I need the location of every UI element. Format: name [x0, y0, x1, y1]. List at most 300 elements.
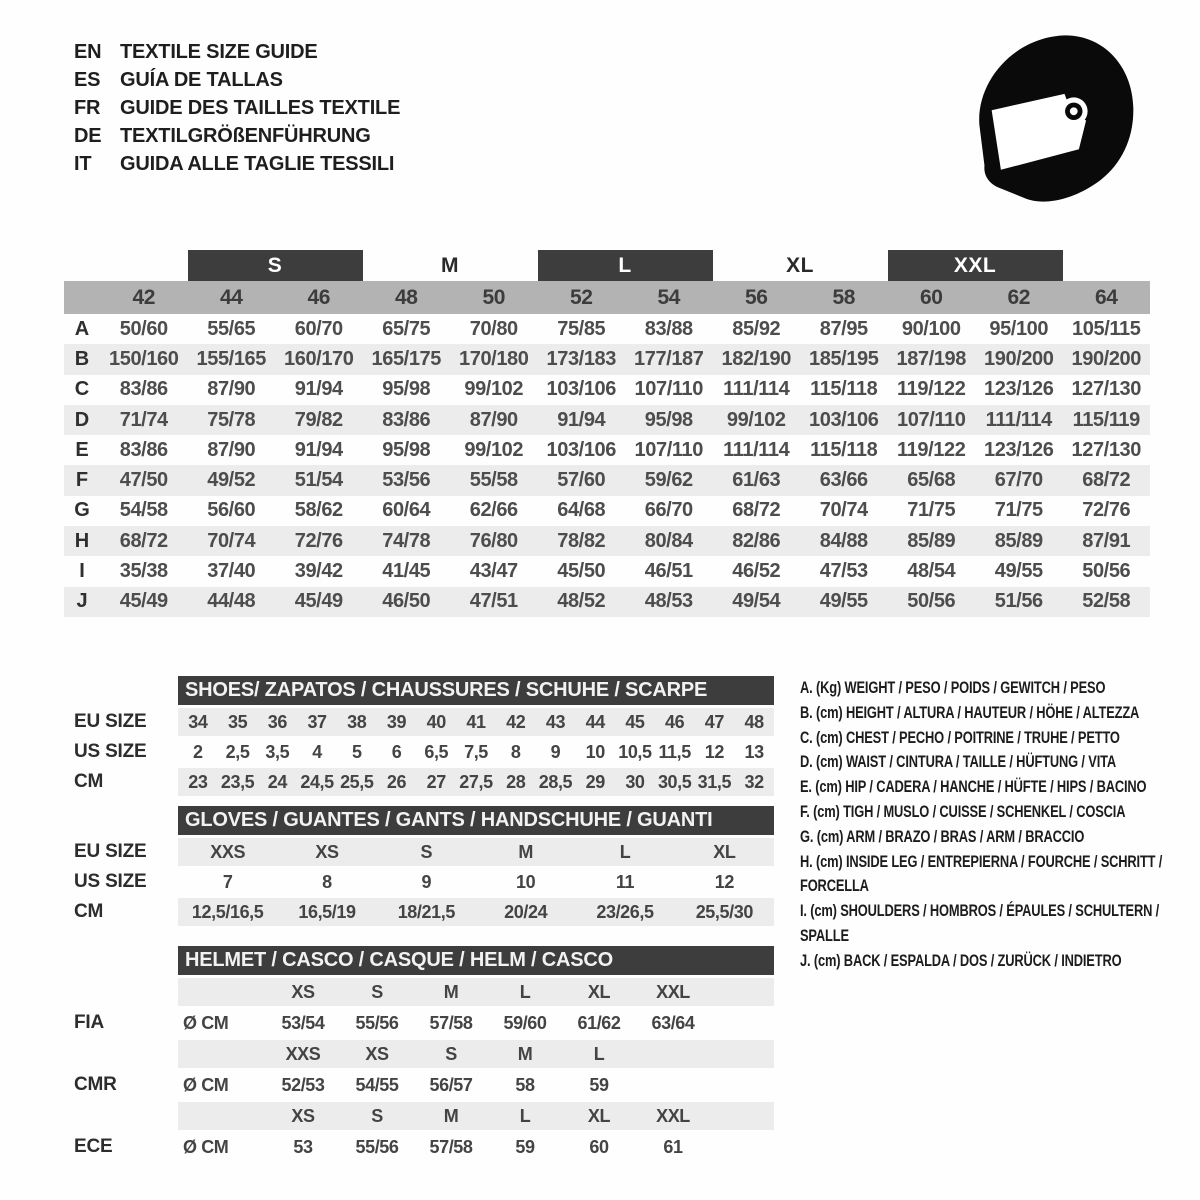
value: 28 — [506, 771, 526, 792]
value: 48 — [744, 711, 764, 732]
value: 42 — [506, 711, 526, 732]
measure-letter: C — [74, 378, 90, 401]
measure-value: 55/65 — [207, 317, 256, 340]
helmet-sizes-row-cmr — [178, 1040, 774, 1068]
value: 30 — [625, 771, 645, 792]
measure-value: 50/56 — [907, 590, 956, 613]
value: 10,5 — [618, 741, 652, 762]
measure-value: 165/175 — [371, 347, 441, 370]
value: 11 — [615, 871, 635, 892]
measure-value: 160/170 — [284, 347, 354, 370]
size-number: 52 — [569, 285, 593, 309]
helmet-size: XL — [587, 981, 611, 1002]
helmet-size: XL — [587, 1105, 611, 1126]
measure-value: 50/60 — [119, 317, 168, 340]
value: S — [420, 841, 433, 862]
measure-value: 80/84 — [644, 529, 693, 552]
measure-value: 123/126 — [984, 378, 1054, 401]
value: 3,5 — [265, 741, 290, 762]
helmet-value: 54/55 — [355, 1074, 399, 1095]
helmet-size: M — [517, 1043, 533, 1064]
helmet-rows — [74, 978, 774, 1162]
measure-value: 103/106 — [546, 378, 616, 401]
measure-row-e — [64, 435, 1150, 465]
size-number: 64 — [1094, 285, 1118, 309]
value: 13 — [744, 741, 764, 762]
value: 41 — [466, 711, 486, 732]
side-label: CM — [74, 901, 104, 922]
racing-helmet-icon — [966, 22, 1161, 217]
value: 18/21,5 — [397, 901, 455, 922]
helmet-value: 55/56 — [355, 1136, 399, 1157]
measure-value: 65/75 — [382, 317, 431, 340]
measure-value: 74/78 — [382, 529, 431, 552]
size-number: 56 — [744, 285, 768, 309]
measure-value: 50/56 — [1082, 560, 1131, 583]
value: 26 — [386, 771, 407, 792]
measure-value: 54/58 — [119, 499, 168, 522]
measure-value: 95/100 — [989, 317, 1049, 340]
value: 2 — [193, 741, 203, 762]
helmet-size: M — [443, 1105, 459, 1126]
value: 27 — [426, 771, 446, 792]
side-label: US SIZE — [74, 741, 147, 762]
measure-value: 170/180 — [459, 347, 529, 370]
measure-value: 95/98 — [382, 438, 431, 461]
helmet-value: 53/54 — [281, 1012, 325, 1033]
measure-value: 99/102 — [726, 408, 786, 431]
measure-value: 85/89 — [994, 529, 1043, 552]
helmet-value: 57/58 — [429, 1136, 473, 1157]
measure-value: 90/100 — [901, 317, 961, 340]
value: 39 — [386, 711, 407, 732]
helmet-size: XXL — [656, 1105, 690, 1126]
measure-value: 72/76 — [294, 529, 343, 552]
measure-letter: E — [75, 438, 89, 461]
legend-item: E. (cm) HIP / CADERA / HANCHE / HÜFTE / HIPS / BACINO — [800, 778, 1147, 797]
helmet-value: 59 — [589, 1074, 609, 1095]
measure-value: 155/165 — [196, 347, 266, 370]
measure-value: 51/56 — [994, 590, 1043, 613]
legend-item: I. (cm) SHOULDERS / HOMBROS / ÉPAULES / SCHULTERN / SPALLE — [800, 902, 1160, 945]
measure-value: 67/70 — [994, 469, 1043, 492]
legend-item: A. (Kg) WEIGHT / PESO / POIDS / GEWITCH / PESO — [800, 679, 1106, 697]
language-title: TEXTILGRÖßENFÜHRUNG — [120, 124, 371, 147]
measure-value: 72/76 — [1082, 499, 1131, 522]
measure-value: 91/94 — [294, 438, 343, 461]
measure-value: 87/90 — [469, 408, 518, 431]
legend-item: B. (cm) HEIGHT / ALTURA / HAUTEUR / HÖHE / ALTEZZA — [800, 703, 1140, 722]
measure-value: 87/90 — [207, 378, 256, 401]
value: 29 — [585, 771, 605, 792]
helmet-ece-row — [74, 1132, 774, 1162]
size-number: 58 — [832, 285, 856, 309]
shoes-title: SHOES/ ZAPATOS / CHAUSSURES / SCHUHE / SCARPE — [178, 676, 774, 705]
measure-value: 56/60 — [207, 499, 256, 522]
value: 7 — [222, 871, 233, 892]
gloves-title: GLOVES / GUANTES / GANTS / HANDSCHUHE / GUANTI — [178, 806, 774, 835]
measure-value: 71/74 — [119, 408, 168, 431]
helmet-size: XS — [291, 981, 315, 1002]
side-label: ECE — [74, 1136, 113, 1157]
value: 45 — [625, 711, 645, 732]
value: 12 — [714, 871, 734, 892]
size-number: 42 — [132, 285, 156, 309]
shoes-section — [74, 676, 774, 798]
measure-value: 60/70 — [294, 317, 343, 340]
value: 8 — [322, 871, 332, 892]
measure-value: 87/91 — [1082, 529, 1131, 552]
measure-value: 79/82 — [294, 408, 343, 431]
measure-value: 48/52 — [557, 590, 606, 613]
row-us-size — [74, 868, 774, 896]
value: 10 — [516, 871, 536, 892]
size-number: 60 — [919, 285, 943, 309]
shoes-rows — [74, 708, 774, 796]
measure-value: 84/88 — [819, 529, 868, 552]
size-group-xl: XL — [786, 253, 814, 277]
value: 31,5 — [697, 771, 732, 792]
measure-letter: A — [74, 317, 90, 340]
measure-value: 119/122 — [897, 378, 966, 401]
value: 10 — [585, 741, 605, 762]
measure-value: 49/55 — [819, 590, 868, 613]
legend-item: D. (cm) WAIST / CINTURA / TAILLE / HÜFTUNG / VITA — [800, 753, 1117, 772]
helmet-size: M — [443, 981, 459, 1002]
measure-value: 68/72 — [1082, 469, 1131, 492]
measure-value: 53/56 — [382, 469, 431, 492]
measure-value: 64/68 — [557, 499, 606, 522]
measure-value: 182/190 — [721, 347, 791, 370]
measure-value: 83/88 — [644, 317, 693, 340]
value: 23,5 — [220, 771, 255, 792]
measure-value: 63/66 — [819, 469, 868, 492]
helmet-section — [74, 946, 774, 1164]
value: 12,5/16,5 — [191, 901, 264, 922]
row-eu-size — [74, 838, 774, 866]
measure-letter: H — [74, 529, 90, 552]
gloves-section — [74, 806, 774, 928]
measure-value: 60/64 — [382, 499, 431, 522]
measure-value: 48/53 — [644, 590, 693, 613]
measure-value: 48/54 — [907, 560, 956, 583]
language-item — [74, 122, 400, 150]
measure-value: 62/66 — [469, 499, 518, 522]
measure-value: 83/86 — [119, 438, 168, 461]
measure-value: 37/40 — [207, 560, 256, 583]
legend-item: H. (cm) INSIDE LEG / ENTREPIERNA / FOURCHE / SCHRITT / FORCELLA — [800, 852, 1163, 896]
language-title: TEXTILE SIZE GUIDE — [120, 40, 318, 63]
helmet-cmr-row — [74, 1070, 774, 1100]
measure-value: 51/54 — [294, 469, 343, 492]
value: 11,5 — [658, 741, 691, 762]
side-label: US SIZE — [74, 871, 147, 892]
language-code: DE — [74, 124, 102, 147]
helmet-value: 61 — [663, 1136, 683, 1157]
measure-value: 46/50 — [382, 590, 431, 613]
measure-value: 66/70 — [644, 499, 693, 522]
value: 37 — [307, 711, 327, 732]
measure-value: 85/89 — [907, 529, 956, 552]
helmet-size: XXS — [285, 1043, 321, 1064]
helmet-fia-row — [74, 1008, 774, 1038]
language-title: GUIDA ALLE TAGLIE TESSILI — [120, 152, 395, 175]
measure-value: 127/130 — [1071, 378, 1141, 401]
measure-value: 35/38 — [119, 560, 168, 583]
helmet-size: L — [593, 1043, 605, 1064]
helmet-size: S — [371, 1105, 383, 1126]
measure-row-g — [64, 496, 1150, 526]
measure-value: 57/60 — [557, 469, 606, 492]
measure-row-h — [64, 526, 1150, 556]
measure-value: 107/110 — [634, 438, 703, 461]
value: 47 — [704, 711, 725, 732]
legend-item: J. (cm) BACK / ESPALDA / DOS / ZURÜCK / INDIETRO — [800, 951, 1122, 970]
measurement-legend — [800, 676, 1184, 974]
value: 7,5 — [464, 741, 488, 762]
measure-value: 119/122 — [897, 438, 966, 461]
measure-value: 47/53 — [819, 560, 868, 583]
measure-value: 111/114 — [723, 378, 790, 401]
size-number: 62 — [1007, 285, 1031, 309]
size-table-body — [64, 314, 1150, 617]
measure-value: 95/98 — [644, 408, 693, 431]
value: L — [619, 841, 631, 862]
language-title: GUIDE DES TAILLES TEXTILE — [120, 96, 401, 119]
value: XXS — [210, 841, 246, 862]
row-us-size — [74, 738, 774, 766]
measure-value: 105/115 — [1072, 317, 1141, 340]
language-title: GUÍA DE TALLAS — [120, 68, 283, 91]
helmet-value: 55/56 — [355, 1012, 399, 1033]
helmet-value: 52/53 — [281, 1074, 325, 1095]
row-eu-size — [74, 708, 774, 736]
helmet-size: L — [519, 981, 531, 1002]
measure-value: 91/94 — [557, 408, 606, 431]
legend-item: C. (cm) CHEST / PECHO / POITRINE / TRUHE / PETTO — [800, 728, 1120, 747]
measure-value: 76/80 — [469, 529, 518, 552]
legend-item: G. (cm) ARM / BRAZO / BRAS / ARM / BRACCIO — [800, 827, 1085, 846]
measure-row-d — [64, 405, 1150, 435]
value: 43 — [545, 711, 566, 732]
measure-letter: I — [79, 560, 85, 583]
measure-value: 103/106 — [809, 408, 879, 431]
size-group-l: L — [538, 250, 713, 281]
value: M — [518, 841, 533, 862]
measure-value: 39/42 — [294, 560, 343, 583]
size-group-row — [64, 250, 1150, 281]
helmet-value: 59/60 — [503, 1012, 547, 1033]
measure-value: 52/58 — [1082, 590, 1131, 613]
value: 25,5 — [340, 771, 374, 792]
gloves-rows — [74, 838, 774, 926]
value: 20/24 — [504, 901, 548, 922]
measure-value: 45/49 — [294, 590, 343, 613]
measure-value: 190/200 — [984, 347, 1054, 370]
measure-value: 49/54 — [732, 590, 781, 613]
side-label: CMR — [74, 1074, 117, 1095]
measure-value: 68/72 — [732, 499, 781, 522]
measure-value: 190/200 — [1071, 347, 1141, 370]
value: 8 — [510, 741, 521, 762]
language-code: FR — [74, 96, 101, 119]
measure-value: 58/62 — [294, 499, 343, 522]
value: 30,5 — [657, 771, 692, 792]
size-number: 50 — [482, 285, 506, 309]
value: 5 — [351, 741, 362, 762]
measure-value: 107/110 — [634, 378, 703, 401]
value: 23/26,5 — [596, 901, 654, 922]
language-item — [74, 38, 400, 66]
measure-value: 47/50 — [119, 469, 168, 492]
measure-value: 115/119 — [1072, 408, 1140, 431]
measure-value: 187/198 — [896, 347, 966, 370]
measure-value: 55/58 — [469, 469, 518, 492]
side-label: CM — [74, 771, 104, 792]
language-code: ES — [74, 68, 101, 91]
measure-row-c — [64, 375, 1150, 405]
measure-value: 115/118 — [810, 438, 878, 461]
helmet-size: XS — [365, 1043, 389, 1064]
helmet-value: 59 — [515, 1136, 535, 1157]
value: 2,5 — [225, 741, 250, 762]
value: 27,5 — [459, 771, 493, 792]
value: 40 — [426, 711, 446, 732]
language-item — [74, 66, 400, 94]
measure-value: 65/68 — [907, 469, 956, 492]
measure-value: 47/51 — [469, 590, 518, 613]
value: 6,5 — [424, 741, 449, 762]
measure-value: 115/118 — [810, 378, 878, 401]
row-cm — [74, 768, 774, 796]
measure-value: 91/94 — [294, 378, 343, 401]
measure-letter: D — [74, 408, 90, 431]
size-group-m: M — [441, 253, 459, 277]
value: 28,5 — [538, 771, 573, 792]
measure-value: 70/74 — [819, 499, 868, 522]
measure-value: 46/51 — [644, 560, 693, 583]
measure-value: 150/160 — [109, 347, 179, 370]
side-label: EU SIZE — [74, 841, 147, 862]
value: 25,5/30 — [695, 901, 753, 922]
measure-value: 107/110 — [897, 408, 966, 431]
helmet-value: 61/62 — [577, 1012, 621, 1033]
measure-value: 103/106 — [546, 438, 616, 461]
helmet-value: 56/57 — [429, 1074, 473, 1095]
value: 44 — [585, 711, 605, 732]
value: 9 — [550, 741, 561, 762]
helmet-size: L — [519, 1105, 531, 1126]
helmet-size: S — [445, 1043, 457, 1064]
language-item — [74, 150, 400, 178]
measure-value: 49/52 — [207, 469, 256, 492]
row-cm — [74, 898, 774, 926]
measure-letter: F — [75, 469, 89, 492]
measure-value: 111/114 — [985, 408, 1052, 431]
value: 35 — [227, 711, 248, 732]
language-item — [74, 94, 400, 122]
measure-letter: J — [76, 590, 88, 613]
measure-value: 70/74 — [207, 529, 256, 552]
measure-value: 61/63 — [732, 469, 781, 492]
side-label: EU SIZE — [74, 711, 147, 732]
helmet-value: 63/64 — [651, 1012, 695, 1033]
language-code: EN — [74, 40, 102, 63]
measure-value: 49/55 — [994, 560, 1043, 583]
measure-row-a — [64, 314, 1150, 344]
value: 36 — [267, 711, 287, 732]
measure-row-b — [64, 344, 1150, 374]
measure-value: 59/62 — [644, 469, 693, 492]
measure-row-f — [64, 465, 1150, 495]
measure-value: 41/45 — [382, 560, 431, 583]
measure-value: 87/90 — [207, 438, 256, 461]
unit-cell: Ø CM — [183, 1012, 229, 1033]
value: 4 — [312, 741, 322, 762]
measure-value: 87/95 — [819, 317, 868, 340]
language-list — [74, 38, 400, 178]
measure-value: 75/85 — [557, 317, 606, 340]
measure-value: 71/75 — [907, 499, 956, 522]
measure-value: 85/92 — [732, 317, 781, 340]
side-label: FIA — [74, 1012, 105, 1033]
measure-row-j — [64, 587, 1150, 617]
measure-value: 45/50 — [557, 560, 606, 583]
measure-value: 99/102 — [464, 438, 524, 461]
helmet-value: 53 — [293, 1136, 313, 1157]
size-number-row — [64, 281, 1150, 314]
value: 16,5/19 — [298, 901, 356, 922]
measure-value: 75/78 — [207, 408, 256, 431]
measure-value: 83/86 — [382, 408, 431, 431]
measure-value: 173/183 — [546, 347, 616, 370]
measure-value: 185/195 — [809, 347, 879, 370]
value: 6 — [391, 741, 402, 762]
helmet-size: XXL — [656, 981, 690, 1002]
helmet-sizes-row-fia — [178, 978, 774, 1006]
value: 24 — [267, 771, 287, 792]
value: XS — [315, 841, 339, 862]
size-group-s: S — [188, 250, 363, 281]
size-number: 48 — [394, 285, 418, 309]
measure-value: 99/102 — [464, 378, 524, 401]
measure-value: 43/47 — [469, 560, 518, 583]
measure-value: 44/48 — [207, 590, 256, 613]
helmet-sizes-row-ece — [178, 1102, 774, 1130]
helmet-size: XS — [291, 1105, 315, 1126]
value: 34 — [188, 711, 208, 732]
size-number: 46 — [307, 285, 331, 309]
measure-value: 68/72 — [119, 529, 168, 552]
measure-value: 78/82 — [557, 529, 606, 552]
helmet-title: HELMET / CASCO / CASQUE / HELM / CASCO — [178, 946, 774, 975]
legend-item: F. (cm) TIGH / MUSLO / CUISSE / SCHENKEL / COSCIA — [800, 802, 1126, 821]
value: 12 — [704, 741, 725, 762]
helmet-size: S — [371, 981, 383, 1002]
measure-value: 83/86 — [119, 378, 168, 401]
unit-cell: Ø CM — [183, 1136, 229, 1157]
language-code: IT — [74, 152, 92, 175]
helmet-value: 57/58 — [429, 1012, 473, 1033]
measure-value: 95/98 — [382, 378, 431, 401]
value: 32 — [744, 771, 764, 792]
measure-value: 123/126 — [984, 438, 1054, 461]
measure-value: 46/52 — [732, 560, 781, 583]
size-number: 44 — [219, 285, 243, 309]
value: 38 — [347, 711, 367, 732]
helmet-value: 60 — [589, 1136, 609, 1157]
size-number: 54 — [657, 285, 681, 309]
